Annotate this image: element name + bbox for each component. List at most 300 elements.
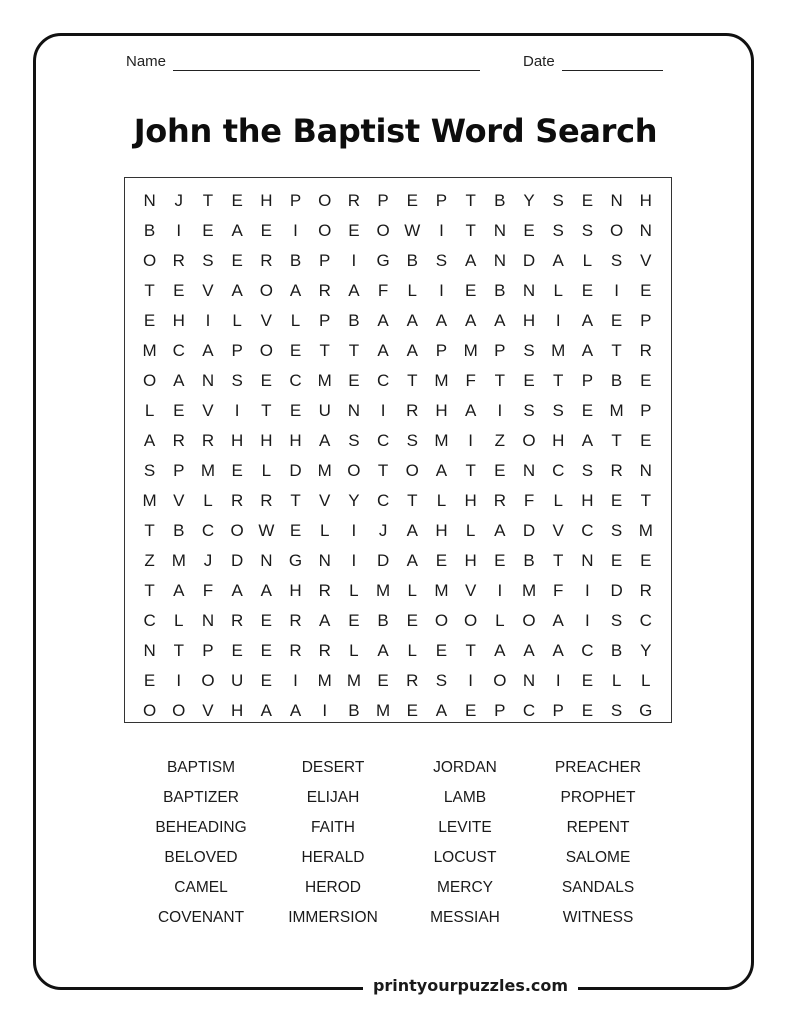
grid-cell[interactable]: H	[464, 551, 477, 570]
grid-cell[interactable]: C	[172, 341, 185, 360]
grid-cell[interactable]: A	[289, 281, 302, 300]
grid-cell[interactable]: V	[552, 521, 564, 540]
grid-cell[interactable]: E	[581, 281, 594, 300]
grid-cell[interactable]: B	[406, 251, 418, 270]
grid-cell[interactable]: A	[494, 521, 506, 540]
grid-cell[interactable]: P	[231, 341, 243, 360]
grid-cell[interactable]: T	[553, 371, 564, 390]
grid-cell[interactable]: S	[552, 221, 564, 240]
grid-cell[interactable]: B	[494, 191, 506, 210]
grid-cell[interactable]: V	[202, 701, 214, 720]
grid-cell[interactable]: E	[143, 311, 156, 330]
grid-cell[interactable]: R	[639, 581, 652, 600]
grid-cell[interactable]: L	[495, 611, 505, 630]
grid-cell[interactable]: N	[493, 221, 506, 240]
grid-cell[interactable]: T	[144, 521, 155, 540]
grid-cell[interactable]: O	[522, 611, 536, 630]
grid-cell[interactable]: B	[173, 521, 185, 540]
grid-cell[interactable]: L	[436, 491, 447, 510]
grid-cell[interactable]: H	[552, 431, 565, 450]
grid-cell[interactable]: Y	[523, 191, 535, 210]
date-field[interactable]	[523, 53, 663, 71]
grid-cell[interactable]: T	[553, 551, 564, 570]
grid-cell[interactable]: S	[610, 701, 623, 720]
grid-cell[interactable]: E	[610, 551, 623, 570]
grid-cell[interactable]: M	[434, 581, 449, 600]
grid-cell[interactable]: L	[261, 461, 272, 480]
grid-cell[interactable]: L	[465, 521, 476, 540]
grid-cell[interactable]: C	[376, 491, 390, 510]
grid-cell[interactable]: T	[611, 431, 622, 450]
grid-cell[interactable]: B	[348, 701, 360, 720]
grid-cell[interactable]: A	[581, 431, 594, 450]
grid-cell[interactable]: E	[610, 491, 623, 510]
grid-cell[interactable]: T	[144, 581, 155, 600]
grid-cell[interactable]: H	[522, 311, 536, 330]
grid-cell[interactable]: I	[380, 401, 386, 420]
grid-cell[interactable]: B	[523, 551, 535, 570]
grid-cell[interactable]: M	[346, 671, 361, 690]
grid-cell[interactable]: E	[640, 281, 652, 300]
grid-cell[interactable]: P	[319, 251, 331, 270]
grid-cell[interactable]: A	[202, 341, 214, 360]
grid-cell[interactable]: R	[406, 671, 419, 690]
grid-cell[interactable]: J	[203, 551, 213, 570]
grid-cell[interactable]: V	[173, 491, 185, 510]
grid-cell[interactable]: E	[289, 341, 302, 360]
grid-cell[interactable]: O	[172, 701, 186, 720]
grid-cell[interactable]: M	[638, 521, 653, 540]
grid-cell[interactable]: L	[203, 491, 213, 510]
grid-cell[interactable]: O	[464, 611, 478, 630]
grid-cell[interactable]: E	[435, 551, 448, 570]
grid-cell[interactable]: B	[610, 371, 623, 390]
grid-cell[interactable]: P	[435, 191, 448, 210]
grid-cell[interactable]: T	[494, 371, 506, 390]
grid-cell[interactable]: I	[585, 581, 590, 600]
grid-cell[interactable]: R	[318, 641, 331, 660]
grid-cell[interactable]: V	[319, 491, 331, 510]
grid-cell[interactable]: C	[581, 521, 594, 540]
grid-cell[interactable]: N	[522, 461, 536, 480]
grid-cell[interactable]: L	[349, 641, 359, 660]
grid-cell[interactable]: G	[376, 251, 390, 270]
grid-cell[interactable]: S	[406, 431, 418, 450]
grid-cell[interactable]: D	[522, 521, 536, 540]
grid-cell[interactable]: E	[289, 401, 302, 420]
grid-cell[interactable]: M	[317, 371, 332, 390]
grid-cell[interactable]: H	[639, 191, 652, 210]
grid-cell[interactable]: F	[465, 371, 476, 390]
grid-cell[interactable]: O	[434, 611, 449, 630]
grid-cell[interactable]: N	[318, 551, 331, 570]
grid-cell[interactable]: L	[407, 281, 418, 300]
grid-cell[interactable]: H	[289, 431, 302, 450]
grid-cell[interactable]: R	[172, 251, 185, 270]
grid-cell[interactable]: M	[317, 671, 332, 690]
grid-cell[interactable]: A	[231, 221, 243, 240]
grid-cell[interactable]: A	[173, 581, 185, 600]
grid-cell[interactable]: L	[144, 401, 155, 420]
grid-cell[interactable]: B	[377, 611, 389, 630]
grid-cell[interactable]: T	[465, 461, 476, 480]
grid-cell[interactable]: I	[614, 281, 619, 300]
grid-cell[interactable]: R	[260, 491, 273, 510]
grid-cell[interactable]: T	[319, 341, 330, 360]
grid-cell[interactable]: H	[435, 401, 448, 420]
grid-cell[interactable]: M	[317, 461, 332, 480]
grid-cell[interactable]: M	[200, 461, 216, 480]
grid-cell[interactable]: A	[377, 341, 389, 360]
grid-cell[interactable]: A	[319, 611, 331, 630]
grid-cell[interactable]: C	[552, 461, 565, 480]
grid-cell[interactable]: H	[581, 491, 594, 510]
grid-cell[interactable]: L	[407, 581, 418, 600]
grid-cell[interactable]: I	[497, 581, 503, 600]
grid-cell[interactable]: E	[231, 251, 243, 270]
grid-cell[interactable]: O	[493, 671, 507, 690]
grid-cell[interactable]: M	[551, 341, 566, 360]
grid-cell[interactable]: D	[289, 461, 302, 480]
grid-cell[interactable]: E	[640, 551, 652, 570]
grid-cell[interactable]: I	[351, 521, 357, 540]
grid-cell[interactable]: G	[288, 551, 303, 570]
grid-cell[interactable]: L	[290, 311, 301, 330]
grid-cell[interactable]: E	[173, 281, 185, 300]
grid-cell[interactable]: V	[640, 251, 652, 270]
grid-cell[interactable]: O	[142, 371, 157, 390]
grid-cell[interactable]: B	[610, 641, 623, 660]
grid-cell[interactable]: C	[581, 641, 594, 660]
grid-cell[interactable]: S	[202, 251, 214, 270]
grid-cell[interactable]: E	[260, 641, 273, 660]
grid-cell[interactable]: E	[581, 191, 594, 210]
grid-cell[interactable]: E	[348, 371, 360, 390]
grid-cell[interactable]: R	[231, 491, 244, 510]
grid-cell[interactable]: A	[435, 311, 448, 330]
grid-cell[interactable]: N	[201, 371, 215, 390]
grid-cell[interactable]: S	[581, 461, 594, 480]
grid-cell[interactable]: L	[349, 581, 359, 600]
grid-cell[interactable]: E	[348, 611, 360, 630]
grid-cell[interactable]: E	[406, 611, 418, 630]
grid-cell[interactable]: E	[260, 221, 273, 240]
grid-cell[interactable]: A	[464, 401, 477, 420]
grid-cell[interactable]: E	[581, 401, 594, 420]
grid-cell[interactable]: R	[347, 191, 361, 210]
grid-cell[interactable]: P	[202, 641, 214, 660]
grid-cell[interactable]: A	[581, 341, 594, 360]
grid-cell[interactable]: C	[143, 611, 156, 630]
grid-cell[interactable]: A	[494, 311, 506, 330]
grid-cell[interactable]: R	[406, 401, 419, 420]
grid-cell[interactable]: A	[377, 311, 389, 330]
grid-cell[interactable]: I	[468, 671, 474, 690]
grid-cell[interactable]: L	[553, 281, 563, 300]
grid-cell[interactable]: H	[231, 431, 244, 450]
grid-cell[interactable]: M	[142, 491, 157, 510]
grid-cell[interactable]: E	[406, 191, 418, 210]
grid-cell[interactable]: L	[641, 671, 651, 690]
grid-cell[interactable]: F	[202, 581, 214, 600]
grid-cell[interactable]: O	[347, 461, 361, 480]
grid-cell[interactable]: J	[174, 191, 184, 210]
grid-cell[interactable]: O	[318, 191, 332, 210]
grid-cell[interactable]: T	[640, 491, 651, 510]
grid-cell[interactable]: M	[142, 341, 157, 360]
grid-cell[interactable]: N	[639, 221, 652, 240]
grid-cell[interactable]: I	[205, 311, 211, 330]
grid-cell[interactable]: O	[318, 221, 332, 240]
grid-cell[interactable]: E	[494, 551, 506, 570]
grid-cell[interactable]: S	[435, 671, 448, 690]
grid-cell[interactable]: O	[259, 341, 273, 360]
grid-cell[interactable]: I	[293, 671, 298, 690]
grid-cell[interactable]: C	[639, 611, 652, 630]
grid-cell[interactable]: O	[142, 251, 157, 270]
grid-cell[interactable]: I	[439, 221, 444, 240]
grid-cell[interactable]: Z	[144, 551, 155, 570]
grid-cell[interactable]: V	[202, 401, 214, 420]
grid-cell[interactable]: R	[231, 611, 244, 630]
grid-cell[interactable]: A	[435, 461, 448, 480]
grid-cell[interactable]: L	[553, 491, 563, 510]
grid-cell[interactable]: A	[143, 431, 156, 450]
grid-cell[interactable]: M	[434, 371, 449, 390]
grid-cell[interactable]: T	[348, 341, 360, 360]
grid-cell[interactable]: E	[581, 701, 594, 720]
grid-cell[interactable]: V	[260, 311, 273, 330]
grid-cell[interactable]: E	[348, 221, 360, 240]
grid-cell[interactable]: E	[231, 641, 243, 660]
grid-cell[interactable]: I	[351, 251, 357, 270]
grid-cell[interactable]: H	[260, 191, 273, 210]
grid-cell[interactable]: E	[406, 701, 418, 720]
grid-cell[interactable]: E	[494, 461, 506, 480]
grid-cell[interactable]: P	[640, 311, 652, 330]
grid-cell[interactable]: S	[610, 611, 623, 630]
grid-cell[interactable]: N	[581, 551, 594, 570]
grid-cell[interactable]: N	[143, 641, 156, 660]
grid-cell[interactable]: C	[376, 431, 390, 450]
grid-cell[interactable]: Y	[348, 491, 360, 510]
grid-cell[interactable]: O	[405, 461, 419, 480]
date-line[interactable]	[562, 58, 663, 71]
grid-cell[interactable]: L	[582, 251, 593, 270]
grid-cell[interactable]: A	[464, 251, 477, 270]
grid-cell[interactable]: A	[231, 281, 243, 300]
grid-cell[interactable]: P	[581, 371, 594, 390]
grid-cell[interactable]: L	[319, 521, 330, 540]
grid-cell[interactable]: D	[231, 551, 244, 570]
grid-cell[interactable]: M	[609, 401, 624, 420]
grid-cell[interactable]: O	[522, 431, 536, 450]
grid-cell[interactable]: S	[552, 401, 564, 420]
grid-cell[interactable]: P	[640, 401, 652, 420]
grid-cell[interactable]: I	[322, 701, 328, 720]
name-field[interactable]	[126, 53, 480, 71]
grid-cell[interactable]: T	[202, 191, 214, 210]
grid-cell[interactable]: E	[143, 671, 156, 690]
grid-cell[interactable]: A	[260, 701, 273, 720]
grid-cell[interactable]: A	[173, 371, 185, 390]
grid-cell[interactable]: Y	[640, 641, 652, 660]
grid-cell[interactable]: T	[290, 491, 301, 510]
grid-cell[interactable]: A	[260, 581, 273, 600]
grid-cell[interactable]: I	[176, 671, 182, 690]
grid-cell[interactable]: P	[494, 701, 506, 720]
grid-cell[interactable]: A	[552, 251, 564, 270]
grid-cell[interactable]: R	[318, 581, 331, 600]
grid-cell[interactable]: L	[232, 311, 242, 330]
grid-cell[interactable]: N	[347, 401, 361, 420]
grid-cell[interactable]: R	[260, 251, 273, 270]
grid-cell[interactable]: N	[143, 191, 156, 210]
grid-cell[interactable]: A	[494, 641, 506, 660]
grid-cell[interactable]: R	[493, 491, 506, 510]
grid-cell[interactable]: B	[143, 221, 156, 240]
grid-cell[interactable]: R	[172, 431, 185, 450]
grid-cell[interactable]: H	[260, 431, 273, 450]
grid-cell[interactable]: I	[497, 401, 503, 420]
grid-cell[interactable]: E	[260, 371, 273, 390]
grid-cell[interactable]: E	[464, 701, 477, 720]
grid-cell[interactable]: C	[289, 371, 302, 390]
grid-cell[interactable]: O	[376, 221, 390, 240]
grid-cell[interactable]: P	[377, 191, 389, 210]
grid-cell[interactable]: E	[581, 671, 594, 690]
grid-cell[interactable]: C	[376, 371, 390, 390]
grid-cell[interactable]: I	[234, 401, 240, 420]
grid-cell[interactable]: S	[581, 221, 594, 240]
grid-cell[interactable]: R	[318, 281, 331, 300]
grid-cell[interactable]: E	[202, 221, 214, 240]
grid-cell[interactable]: B	[348, 311, 360, 330]
grid-cell[interactable]: T	[465, 641, 476, 660]
grid-cell[interactable]: T	[611, 341, 622, 360]
grid-cell[interactable]: P	[173, 461, 185, 480]
grid-cell[interactable]: A	[581, 311, 594, 330]
grid-cell[interactable]: M	[434, 431, 449, 450]
grid-cell[interactable]: A	[377, 641, 389, 660]
grid-cell[interactable]: A	[231, 581, 243, 600]
grid-cell[interactable]: T	[173, 641, 184, 660]
grid-cell[interactable]: N	[610, 191, 623, 210]
grid-cell[interactable]: U	[231, 671, 244, 690]
grid-cell[interactable]: D	[610, 581, 623, 600]
grid-cell[interactable]: N	[493, 251, 506, 270]
grid-cell[interactable]: R	[289, 641, 302, 660]
grid-cell[interactable]: F	[523, 491, 535, 510]
grid-cell[interactable]: N	[522, 671, 536, 690]
grid-cell[interactable]: L	[611, 671, 622, 690]
grid-cell[interactable]: P	[552, 701, 564, 720]
grid-cell[interactable]: N	[201, 611, 215, 630]
grid-cell[interactable]: S	[523, 401, 535, 420]
grid-cell[interactable]: T	[144, 281, 155, 300]
grid-cell[interactable]: N	[260, 551, 273, 570]
grid-cell[interactable]: E	[231, 191, 243, 210]
grid-cell[interactable]: A	[523, 641, 535, 660]
grid-cell[interactable]: L	[407, 641, 418, 660]
grid-cell[interactable]: I	[351, 551, 357, 570]
grid-cell[interactable]: H	[435, 521, 448, 540]
grid-cell[interactable]: P	[319, 311, 331, 330]
grid-cell[interactable]: S	[143, 461, 156, 480]
grid-cell[interactable]: M	[521, 581, 537, 600]
grid-cell[interactable]: A	[406, 311, 418, 330]
grid-cell[interactable]: I	[293, 221, 298, 240]
grid-cell[interactable]: A	[406, 551, 418, 570]
grid-cell[interactable]: T	[465, 221, 476, 240]
grid-cell[interactable]: I	[555, 671, 561, 690]
grid-cell[interactable]: S	[610, 521, 623, 540]
grid-cell[interactable]: E	[377, 671, 389, 690]
grid-cell[interactable]: R	[201, 431, 215, 450]
grid-cell[interactable]: W	[258, 521, 275, 540]
grid-cell[interactable]: B	[494, 281, 506, 300]
grid-cell[interactable]: I	[439, 281, 444, 300]
grid-cell[interactable]: A	[406, 521, 418, 540]
grid-cell[interactable]: E	[610, 311, 623, 330]
grid-cell[interactable]: W	[404, 221, 421, 240]
grid-cell[interactable]: F	[377, 281, 389, 300]
grid-cell[interactable]: A	[464, 311, 477, 330]
grid-cell[interactable]: E	[260, 611, 273, 630]
grid-cell[interactable]: P	[289, 191, 302, 210]
grid-cell[interactable]: O	[259, 281, 273, 300]
grid-cell[interactable]: E	[435, 641, 448, 660]
grid-cell[interactable]: E	[173, 401, 185, 420]
grid-cell[interactable]: A	[552, 641, 564, 660]
grid-cell[interactable]: S	[523, 341, 535, 360]
grid-cell[interactable]: E	[260, 671, 273, 690]
grid-cell[interactable]: C	[201, 521, 215, 540]
grid-cell[interactable]: S	[610, 251, 623, 270]
grid-cell[interactable]: M	[171, 551, 186, 570]
grid-cell[interactable]: F	[553, 581, 564, 600]
grid-cell[interactable]: R	[610, 461, 623, 480]
grid-cell[interactable]: D	[522, 251, 536, 270]
grid-cell[interactable]: O	[142, 701, 157, 720]
grid-cell[interactable]: D	[376, 551, 390, 570]
grid-cell[interactable]: H	[464, 491, 477, 510]
grid-cell[interactable]: H	[172, 311, 185, 330]
grid-cell[interactable]: M	[376, 701, 391, 720]
grid-cell[interactable]: O	[609, 221, 624, 240]
grid-cell[interactable]: H	[289, 581, 302, 600]
grid-cell[interactable]: M	[376, 581, 391, 600]
grid-cell[interactable]: S	[231, 371, 243, 390]
grid-cell[interactable]: G	[639, 701, 653, 720]
grid-cell[interactable]: A	[348, 281, 360, 300]
grid-cell[interactable]: E	[231, 461, 243, 480]
grid-cell[interactable]: U	[318, 401, 331, 420]
grid-cell[interactable]: E	[640, 371, 652, 390]
grid-cell[interactable]: I	[468, 431, 474, 450]
grid-cell[interactable]: M	[463, 341, 478, 360]
grid-cell[interactable]: E	[289, 521, 302, 540]
grid-cell[interactable]: T	[465, 191, 476, 210]
grid-cell[interactable]: P	[435, 341, 448, 360]
grid-cell[interactable]: V	[202, 281, 214, 300]
grid-cell[interactable]: S	[435, 251, 448, 270]
grid-cell[interactable]: H	[231, 701, 244, 720]
grid-cell[interactable]: O	[230, 521, 244, 540]
grid-cell[interactable]: N	[522, 281, 536, 300]
grid-cell[interactable]: A	[406, 341, 418, 360]
grid-cell[interactable]: T	[407, 491, 418, 510]
